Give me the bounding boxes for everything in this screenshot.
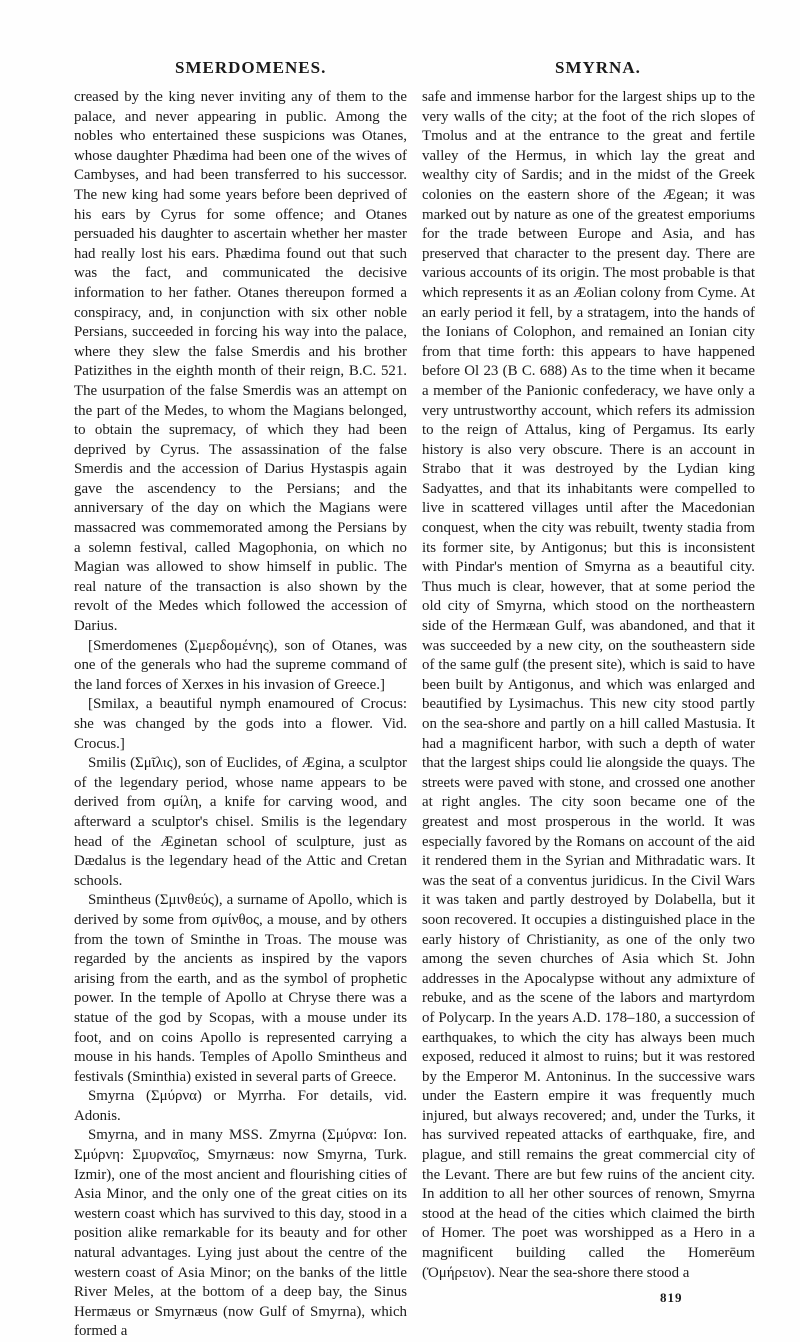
- running-head-left: SMERDOMENES.: [175, 58, 327, 77]
- entry-smerdomenes: [Smerdomenes (Σμερδομένης), son of Otanes, was one of the generals who had the supreme command of the land forces of Xerxes in his invasion of Greece.]: [74, 637, 407, 693]
- running-head-right: SMYRNA.: [555, 58, 641, 77]
- entry-smyrna-myrrha: Smyrna (Σμύρνα) or Myrrha. For details, vid. Adonis.: [74, 1088, 407, 1124]
- entry-smintheus: Smintheus (Σμινθεύς), a surname of Apollo, which is derived by some from σμίνθος, a mouse, and by others from the town of Sminthe in Troas. The mouse was regarded by the ancients as inspired by the vapors arising from the earth, and as the symbol of prophetic power. In the temple of Apollo at Chryse there was a statue of the god by Scopas, with a mouse under its foot, and on coins Apollo is represented carrying a mouse in his hands. Temples of Apollo Smintheus and festivals (Sminthia) existed in several parts of Greece.: [74, 892, 407, 1085]
- entry-smyrna-city: Smyrna, and in many MSS. Zmyrna (Σμύρνα: Ion. Σμύρνη: Σμυρναῖος, Smyrnæus: now Smyrna, Turk. Izmir), one of the most ancient and flourishing cities of Asia Minor, and the only one of the great cities on its western coast which has survived to this day, stood in a position alike remarkable for its beauty and for other natural advantages. Lying just about the centre of the western coast of Asia Minor; on the banks of the little River Meles, at the bottom of a deep bay, the Sinus Hermæus or Smyrnæus (now Gulf of Smyrna), which formed a: [74, 1127, 407, 1340]
- entry-smilax: [Smilax, a beautiful nymph enamoured of Crocus: she was changed by the gods into a flower. Vid. Crocus.]: [74, 696, 407, 752]
- right-column: [422, 88, 755, 1283]
- page-number: 819: [660, 1290, 683, 1305]
- left-column: [74, 88, 407, 1342]
- paragraph-smerdis-continued: creased by the king never inviting any of them to the palace, and never appearing in public. Among the nobles who entertained these suspicions was Otanes, whose daughter Phædima had been one of the wives of Cambyses, and had been transferred to his successor. The new king had some years before been deprived of his ears by Cyrus for some offence; and Otanes persuaded his daughter to ascertain whether her master had really lost his ears. Phædima found out that such was the fact, and communicated the decisive information to her father. Otanes thereupon formed a conspiracy, and, in conjunction with six other noble Persians, succeeded in forcing his way into the palace, where they slew the false Smerdis and his brother Patizithes in the eighth month of their reign, B.C. 521. The usurpation of the false Smerdis was an attempt on the part of the Medes, to whom the Magians belonged, to obtain the supremacy, of which they had been deprived by Cyrus. The assassination of the false Smerdis and the accession of Darius Hystaspis again gave the ascendency to the Persians; and the anniversary of the day on which the Magians were massacred was commemorated among the Persians by a solemn festival, called Magophonia, on which no Magian was allowed to show himself in public. The real nature of the transaction is also shown by the revolt of the Medes which followed the accession of Darius.: [74, 89, 407, 635]
- entry-smilis: Smilis (Σμῖλις), son of Euclides, of Ægina, a sculptor of the legendary period, whose name appears to be derived from σμίλη, a knife for carving wood, and afterward a sculptor's chisel. Smilis is the legendary head of the Æginetan school of sculpture, just as Dædalus is the legendary head of the Attic and Cretan schools.: [74, 755, 407, 889]
- paragraph-smyrna-continued: safe and immense harbor for the largest ships up to the very walls of the city; at the foot of the rich slopes of Tmolus and at the entrance to the great and fertile valley of the Hermus, in which lay the great and wealthy city of Sardis; and in the midst of the Greek colonies on the eastern shore of the Ægean; it was marked out by nature as one of the greatest emporiums for the trade between Europe and Asia, and has preserved that character to the present day. There are various accounts of its origin. The most probable is that which represents it as an Æolian colony from Cyme. At an early period it fell, by a stratagem, into the hands of the Ionians of Colophon, and remained an Ionian city from that time forth: this appears to have happened before Ol 23 (B C. 688) As to the time when it became a member of the Panionic confederacy, we have only a very untrustworthy account, which refers its admission to the reign of Attalus, king of Pergamus. Its early history is also very obscure. There is an account in Strabo that it was destroyed by the Lydian king Sadyattes, and that its inhabitants were compelled to live in scattered villages until after the Macedonian conquest, when the city was rebuilt, twenty stadia from its former site, by Antigonus; but this is inconsistent with Pindar's mention of Smyrna as a beautiful city. Thus much is clear, however, that at some period the old city of Smyrna, which stood on the northeastern side of the Hermæan Gulf, was abandoned, and that it was succeeded by a new city, on the southeastern side of the same gulf (the present site), which is said to have been built by Antigonus, and which was enlarged and beautified by Lysimachus. This new city stood partly on the sea-shore and partly on a hill called Mastusia. It had a magnificent harbor, with such a depth of water that the largest ships could lie alongside the quays. The streets were paved with stone, and crossed one another at right angles. The city soon became one of the greatest and most prosperous in the world. It was especially favored by the Romans on account of the aid it rendered them in the Syrian and Mithradatic wars. It was the seat of a conventus juridicus. In the Civil Wars it was taken and partly destroyed by Dolabella, but it soon recovered. It occupies a distinguished place in the early history of Christianity, as one of the only two among the seven churches of Asia which St. John addresses in the Apocalypse without any admixture of rebuke, and as the scene of the labors and martyrdom of Polycarp. In the years A.D. 178–180, a succession of earthquakes, to which the city has always been much exposed, reduced it almost to ruins; but it was restored by the Emperor M. Antoninus. In the successive wars under the Eastern empire it was frequently much injured, but always recovered; and, under the Turks, it has survived repeated attacks of earthquake, fire, and plague, and still remains the great commercial city of the Levant. There are but few ruins of the ancient city. In addition to all her other sources of renown, Smyrna stood at the head of the cities which claimed the birth of Homer. The poet was worshipped as a Hero in a magnificent building called the Homerēum (Ὁμήρειον). Near the sea-shore there stood a: [422, 89, 755, 1281]
